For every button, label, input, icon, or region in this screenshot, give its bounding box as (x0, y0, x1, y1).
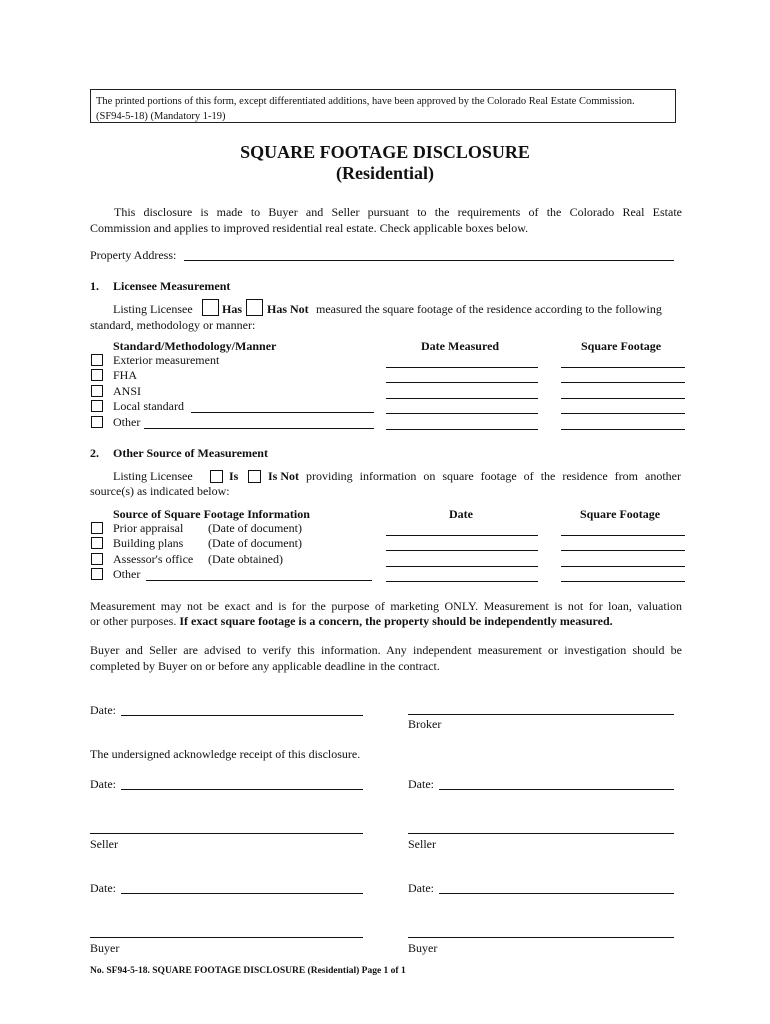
local-standard-label: Local standard (113, 399, 184, 413)
approval-notice-line2: (SF94-5-18) (Mandatory 1-19) (96, 111, 226, 122)
exterior-date-field[interactable] (386, 367, 538, 368)
ansi-date-field[interactable] (386, 398, 538, 399)
is-checkbox[interactable] (210, 470, 223, 483)
assessors-office-note: (Date obtained) (208, 552, 283, 566)
section1-listing-licensee: Listing Licensee (113, 302, 193, 316)
building-plans-label: Building plans (113, 536, 184, 550)
seller1-date-field[interactable] (121, 789, 363, 790)
other-source-checkbox[interactable] (91, 568, 103, 580)
other-method-field[interactable] (144, 428, 374, 429)
intro-line2: Commission and applies to improved residential real estate. Check applicable boxes below. (90, 221, 529, 235)
property-address-label: Property Address: (90, 248, 177, 262)
broker-date-field[interactable] (121, 715, 363, 716)
seller2-signature-field[interactable] (408, 833, 674, 834)
section2-statement: providing information on square footage of the residence from another (306, 469, 681, 483)
local-standard-date-field[interactable] (386, 413, 538, 414)
section2-listing-licensee: Listing Licensee (113, 469, 193, 483)
exterior-measurement-checkbox[interactable] (91, 354, 103, 366)
building-plans-date-field[interactable] (386, 550, 538, 551)
has-label: Has (222, 302, 243, 316)
measurement-note-bold: If exact square footage is a concern, the property should be independently measured. (179, 614, 613, 628)
date-column-header: Date (449, 507, 473, 521)
is-not-label: Is Not (268, 469, 300, 483)
seller2-date-field[interactable] (439, 789, 674, 790)
is-label: Is (229, 469, 239, 483)
other-method-sqft-field[interactable] (561, 429, 685, 430)
fha-label: FHA (113, 368, 138, 382)
section2-number: 2. (90, 446, 99, 460)
ansi-checkbox[interactable] (91, 385, 103, 397)
buyer2-date-field[interactable] (439, 893, 674, 894)
seller1-date-label: Date: (90, 777, 116, 791)
has-not-checkbox[interactable] (246, 299, 263, 316)
buyer1-date-label: Date: (90, 881, 116, 895)
prior-appraisal-note: (Date of document) (208, 521, 302, 535)
local-standard-field[interactable] (191, 412, 374, 413)
buyer1-date-field[interactable] (121, 893, 363, 894)
seller2-label: Seller (408, 837, 436, 851)
assessors-office-label: Assessor's office (113, 552, 194, 566)
form-title: SQUARE FOOTAGE DISCLOSURE (240, 142, 530, 162)
square-footage-column-header: Square Footage (581, 339, 662, 353)
approval-notice (90, 89, 676, 123)
section2-heading: Other Source of Measurement (113, 446, 268, 460)
property-address-field[interactable] (184, 260, 674, 261)
assessors-office-date-field[interactable] (386, 566, 538, 567)
advice-line2: completed by Buyer on or before any applicable deadline in the contract. (90, 659, 440, 673)
other-method-checkbox[interactable] (91, 416, 103, 428)
page-footer: No. SF94-5-18. SQUARE FOOTAGE DISCLOSURE (Residential) Page 1 of 1 (90, 966, 406, 976)
acknowledgement-text: The undersigned acknowledge receipt of this disclosure. (90, 747, 361, 761)
buyer2-signature-field[interactable] (408, 937, 674, 938)
prior-appraisal-sqft-field[interactable] (561, 535, 685, 536)
prior-appraisal-checkbox[interactable] (91, 522, 103, 534)
broker-signature-field[interactable] (408, 714, 674, 715)
other-method-label: Other (113, 415, 141, 429)
buyer1-signature-field[interactable] (90, 937, 363, 938)
local-standard-checkbox[interactable] (91, 400, 103, 412)
section1-statement-line2: standard, methodology or manner: (90, 318, 256, 332)
section1-heading: Licensee Measurement (113, 279, 231, 293)
building-plans-note: (Date of document) (208, 536, 302, 550)
section2-statement-line2: source(s) as indicated below: (90, 484, 230, 498)
method-column-header: Standard/Methodology/Manner (113, 339, 277, 353)
other-source-label: Other (113, 567, 141, 581)
fha-checkbox[interactable] (91, 369, 103, 381)
has-checkbox[interactable] (202, 299, 219, 316)
prior-appraisal-label: Prior appraisal (113, 521, 184, 535)
other-source-field[interactable] (146, 580, 372, 581)
measurement-note-line2 (90, 613, 682, 629)
broker-label: Broker (408, 717, 442, 731)
date-measured-column-header: Date Measured (421, 339, 500, 353)
prior-appraisal-date-field[interactable] (386, 535, 538, 536)
intro-line1: This disclosure is made to Buyer and Seller pursuant to the requirements of the Colorado Real Estate (114, 205, 682, 219)
buyer2-date-label: Date: (408, 881, 434, 895)
assessors-office-sqft-field[interactable] (561, 566, 685, 567)
other-method-date-field[interactable] (386, 429, 538, 430)
buyer2-label: Buyer (408, 941, 438, 955)
section1-number: 1. (90, 279, 99, 293)
section1-statement: measured the square footage of the residence according to the following (316, 302, 662, 316)
measurement-note-plain: or other purposes. (90, 614, 177, 628)
assessors-office-checkbox[interactable] (91, 553, 103, 565)
source-column-header: Source of Square Footage Information (113, 507, 310, 521)
local-standard-sqft-field[interactable] (561, 413, 685, 414)
form-subtitle: (Residential) (336, 163, 434, 183)
seller1-signature-field[interactable] (90, 833, 363, 834)
exterior-measurement-label: Exterior measurement (113, 353, 220, 367)
building-plans-checkbox[interactable] (91, 537, 103, 549)
building-plans-sqft-field[interactable] (561, 550, 685, 551)
exterior-sqft-field[interactable] (561, 367, 685, 368)
seller2-date-label: Date: (408, 777, 434, 791)
fha-sqft-field[interactable] (561, 382, 685, 383)
buyer1-label: Buyer (90, 941, 120, 955)
is-not-checkbox[interactable] (248, 470, 261, 483)
source-sqft-column-header: Square Footage (580, 507, 661, 521)
fha-date-field[interactable] (386, 382, 538, 383)
ansi-label: ANSI (113, 384, 142, 398)
broker-date-label: Date: (90, 703, 116, 717)
advice-line1: Buyer and Seller are advised to verify this information. Any independent measurement or investigation should be (90, 643, 682, 657)
ansi-sqft-field[interactable] (561, 398, 685, 399)
approval-notice-line1: The printed portions of this form, except differentiated additions, have been approved by the Colorado Real Estate Commission. (96, 96, 635, 107)
other-source-date-field[interactable] (386, 581, 538, 582)
other-source-sqft-field[interactable] (561, 581, 685, 582)
has-not-label: Has Not (267, 302, 309, 316)
measurement-note-line1: Measurement may not be exact and is for the purpose of marketing ONLY. Measurement is not for loan, valuation (90, 599, 682, 613)
seller1-label: Seller (90, 837, 118, 851)
